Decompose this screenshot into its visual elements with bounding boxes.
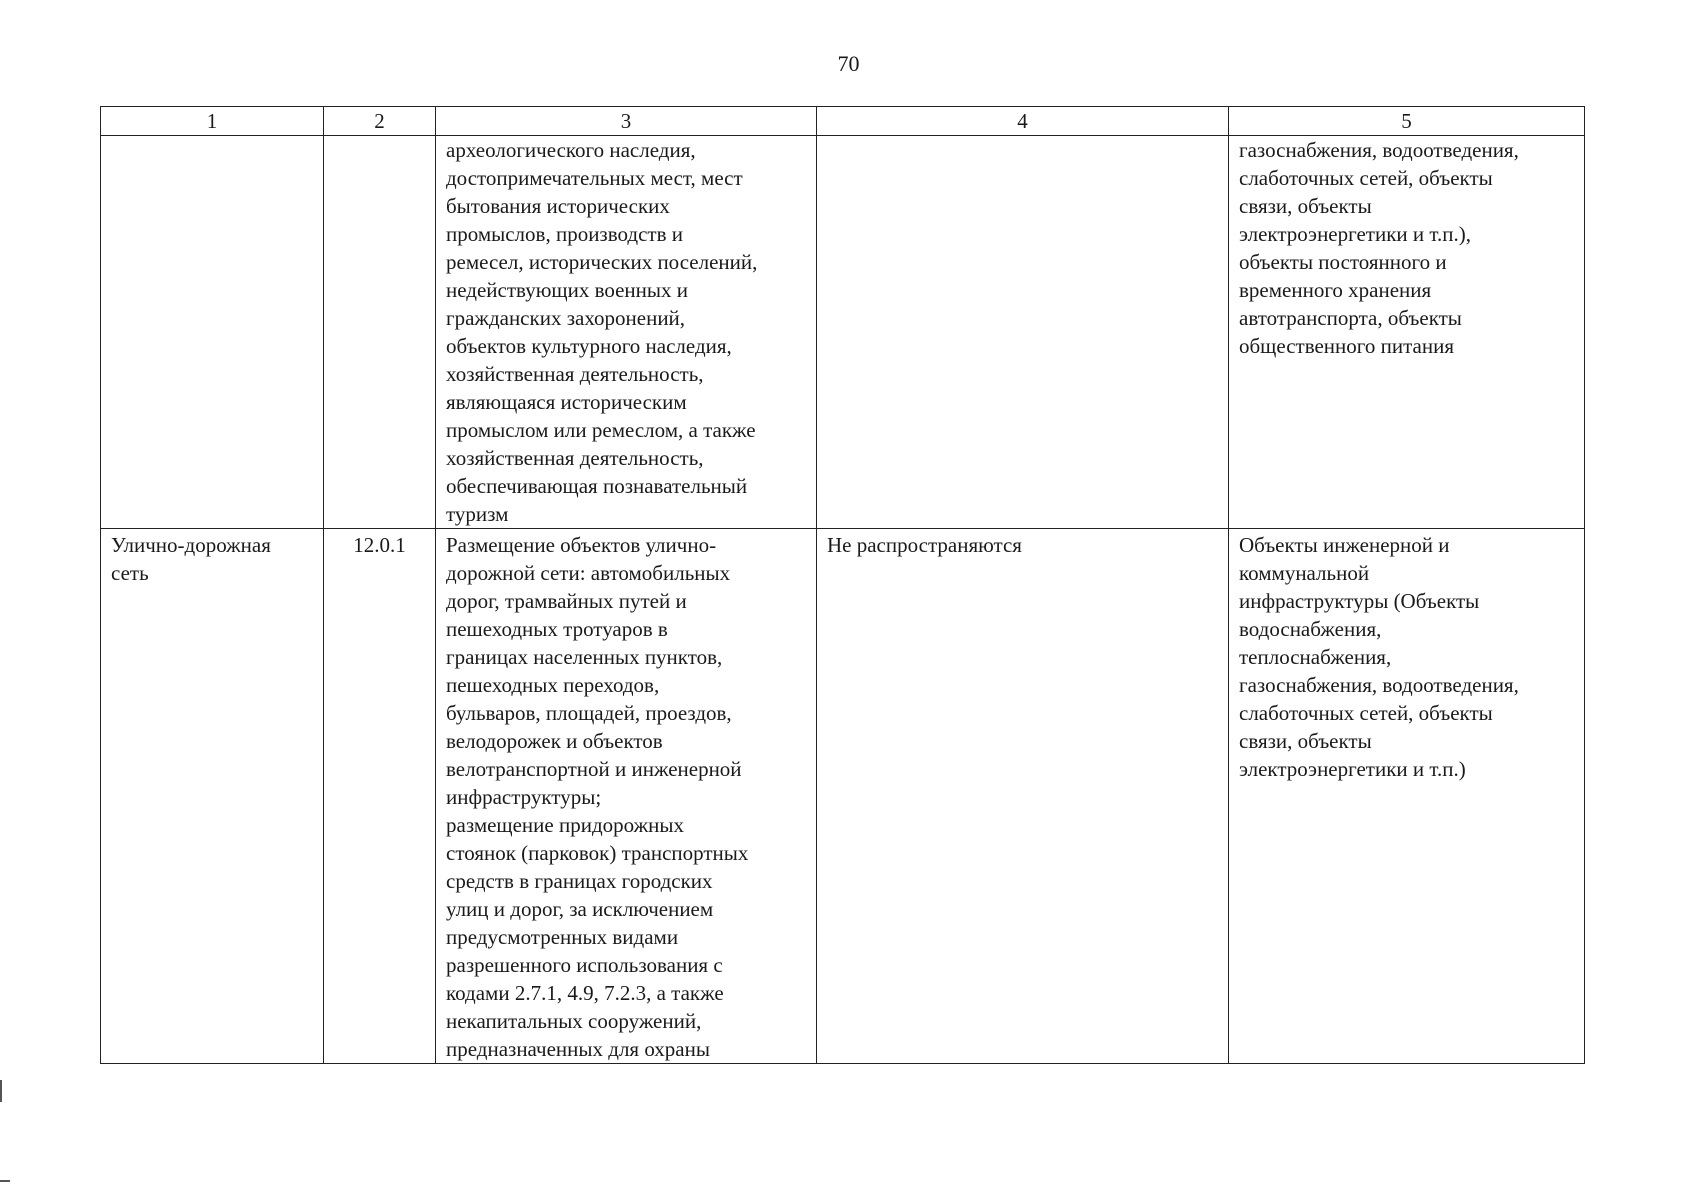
restrictions-cell: Не распространяются (817, 529, 1229, 1064)
table-row (101, 136, 1585, 529)
use-description-cell: Размещение объектов улично- дорожной сети: автомобильных дорог, трамвайных путей и пешеходных тротуаров в границах населенных пунктов, пешеходных переходов, бульваров, площадей, проездов, велодорожек и объектов велотранспортной и инженерной инфраструктуры; размещение придорожных стоянок (парковок) транспортных средств в границах городских улиц и дорог, за исключением предусмотренных видами разрешенного использования с кодами 2.7.1, 4.9, 7.2.3, а также некапитальных сооружений, предназначенных для охраны (436, 529, 817, 1064)
scan-margin-mark (0, 1080, 10, 1102)
use-description-cell: археологического наследия, достопримечательных мест, мест бытования исторических промыслов, производств и ремесел, исторических поселений, недействующих военных и гражданских захоронений, объектов культурного наследия, хозяйственная деятельность, являющаяся историческим промыслом или ремеслом, а также хозяйственная деятельность, обеспечивающая познавательный туризм (436, 136, 817, 529)
restrictions-cell (817, 136, 1229, 529)
column-header-2: 2 (324, 107, 436, 136)
use-type-code-cell: 12.0.1 (324, 529, 436, 1064)
column-header-5: 5 (1229, 107, 1585, 136)
use-type-code-cell (324, 136, 436, 529)
use-type-name-cell (101, 136, 324, 529)
column-header-1: 1 (101, 107, 324, 136)
column-header-4: 4 (817, 107, 1229, 136)
table-header-row (101, 107, 1585, 136)
auxiliary-uses-cell: Объекты инженерной и коммунальной инфраструктуры (Объекты водоснабжения, теплоснабжения, газоснабжения, водоотведения, слаботочных сетей, объекты связи, объекты электроэнергетики и т.п.) (1229, 529, 1585, 1064)
table-row (101, 529, 1585, 1064)
use-type-name-cell: Улично-дорожная сеть (101, 529, 324, 1064)
page-number: 70 (837, 51, 860, 76)
auxiliary-uses-cell: газоснабжения, водоотведения, слаботочных сетей, объекты связи, объекты электроэнергетики и т.п.), объекты постоянного и временного хранения автотранспорта, объекты общественного питания (1229, 136, 1585, 529)
scan-margin-mark (0, 1180, 10, 1182)
regulations-table (100, 106, 1585, 1064)
column-header-3: 3 (436, 107, 817, 136)
